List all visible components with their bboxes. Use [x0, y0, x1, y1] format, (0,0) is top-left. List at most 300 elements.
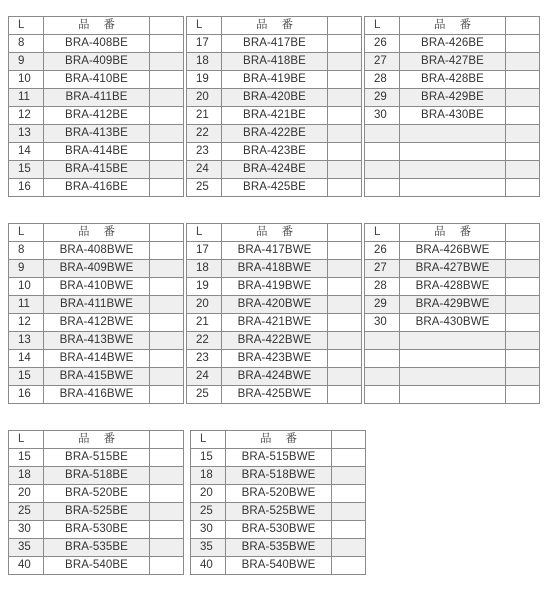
table-row [365, 314, 540, 332]
length-cell: 11 [9, 89, 44, 107]
table-row [9, 332, 184, 350]
part-number-cell: BRA-423BWE [222, 350, 328, 368]
header-extra [150, 224, 184, 242]
extra-cell [328, 71, 362, 89]
length-cell: 29 [365, 89, 400, 107]
extra-cell [506, 332, 540, 350]
table-row [365, 332, 540, 350]
part-number-cell: BRA-412BE [44, 107, 150, 125]
extra-cell [150, 242, 184, 260]
length-cell: 8 [9, 242, 44, 260]
length-cell: 13 [9, 125, 44, 143]
extra-cell [150, 260, 184, 278]
part-number-cell: BRA-424BWE [222, 368, 328, 386]
part-number-cell: BRA-412BWE [44, 314, 150, 332]
header-length: L [365, 17, 400, 35]
extra-cell [506, 242, 540, 260]
table-header-row [365, 17, 540, 35]
part-number-cell [400, 368, 506, 386]
table-row [9, 386, 184, 404]
extra-cell [506, 107, 540, 125]
length-cell: 8 [9, 35, 44, 53]
part-number-cell: BRA-530BE [44, 521, 150, 539]
table-row [187, 332, 362, 350]
extra-cell [150, 521, 184, 539]
length-cell: 27 [365, 260, 400, 278]
extra-cell [506, 368, 540, 386]
table-row [9, 89, 184, 107]
part-number-cell: BRA-408BE [44, 35, 150, 53]
part-number-cell: BRA-429BWE [400, 296, 506, 314]
part-number-cell: BRA-417BE [222, 35, 328, 53]
extra-cell [328, 125, 362, 143]
extra-cell [150, 107, 184, 125]
part-number-cell: BRA-525BE [44, 503, 150, 521]
length-cell [365, 125, 400, 143]
extra-cell [328, 332, 362, 350]
header-part-number: 品番 [44, 224, 150, 242]
table-header-row [187, 224, 362, 242]
length-cell: 21 [187, 107, 222, 125]
extra-cell [506, 161, 540, 179]
length-cell: 23 [187, 143, 222, 161]
length-cell: 25 [191, 503, 226, 521]
table-row [9, 314, 184, 332]
extra-cell [150, 386, 184, 404]
length-cell: 28 [365, 278, 400, 296]
part-number-cell: BRA-409BE [44, 53, 150, 71]
extra-cell [328, 314, 362, 332]
table-row [191, 557, 366, 575]
extra-cell [328, 242, 362, 260]
extra-cell [506, 314, 540, 332]
table-row [9, 539, 184, 557]
table-row [365, 242, 540, 260]
length-cell: 21 [187, 314, 222, 332]
extra-cell [150, 314, 184, 332]
part-table-3 [364, 16, 540, 197]
extra-cell [332, 557, 366, 575]
extra-cell [506, 386, 540, 404]
length-cell [365, 350, 400, 368]
table-row [9, 485, 184, 503]
length-cell: 18 [191, 467, 226, 485]
header-part-number: 品番 [44, 431, 150, 449]
extra-cell [150, 350, 184, 368]
extra-cell [332, 449, 366, 467]
length-cell: 19 [187, 71, 222, 89]
table-row [365, 386, 540, 404]
length-cell: 15 [191, 449, 226, 467]
table-row [187, 278, 362, 296]
table-row [9, 35, 184, 53]
length-cell [365, 179, 400, 197]
table-row [187, 71, 362, 89]
part-number-cell: BRA-415BWE [44, 368, 150, 386]
table-row [187, 350, 362, 368]
length-cell: 35 [9, 539, 44, 557]
part-number-cell: BRA-525BWE [226, 503, 332, 521]
length-cell: 20 [191, 485, 226, 503]
extra-cell [328, 161, 362, 179]
extra-cell [328, 260, 362, 278]
header-length: L [187, 17, 222, 35]
header-length: L [9, 431, 44, 449]
header-part-number: 品番 [400, 17, 506, 35]
length-cell: 30 [9, 521, 44, 539]
table-header-row [9, 431, 184, 449]
part-number-cell: BRA-420BWE [222, 296, 328, 314]
table-row [187, 296, 362, 314]
extra-cell [506, 53, 540, 71]
part-number-cell: BRA-425BE [222, 179, 328, 197]
table-row [365, 71, 540, 89]
extra-cell [150, 557, 184, 575]
length-cell: 29 [365, 296, 400, 314]
length-cell: 20 [9, 485, 44, 503]
table-row [9, 557, 184, 575]
table-row [9, 260, 184, 278]
part-table-6 [364, 223, 540, 404]
extra-cell [150, 35, 184, 53]
length-cell: 35 [191, 539, 226, 557]
extra-cell [150, 539, 184, 557]
table-row [365, 350, 540, 368]
length-cell: 12 [9, 314, 44, 332]
header-extra [150, 431, 184, 449]
length-cell: 11 [9, 296, 44, 314]
part-number-cell: BRA-422BE [222, 125, 328, 143]
part-number-cell: BRA-418BWE [222, 260, 328, 278]
part-number-cell: BRA-413BWE [44, 332, 150, 350]
header-extra [150, 17, 184, 35]
table-header-row [191, 431, 366, 449]
table-row [9, 161, 184, 179]
part-number-cell [400, 332, 506, 350]
table-row [9, 503, 184, 521]
extra-cell [332, 467, 366, 485]
extra-cell [150, 89, 184, 107]
extra-cell [506, 278, 540, 296]
part-table-7 [8, 430, 184, 575]
table-row [187, 35, 362, 53]
part-number-cell: BRA-413BE [44, 125, 150, 143]
length-cell: 27 [365, 53, 400, 71]
table-row [187, 386, 362, 404]
extra-cell [328, 296, 362, 314]
part-table-5 [186, 223, 362, 404]
extra-cell [506, 350, 540, 368]
part-number-cell: BRA-515BWE [226, 449, 332, 467]
header-part-number: 品番 [400, 224, 506, 242]
length-cell: 10 [9, 278, 44, 296]
part-number-cell: BRA-414BWE [44, 350, 150, 368]
table-row [9, 125, 184, 143]
length-cell: 24 [187, 161, 222, 179]
length-cell: 18 [9, 467, 44, 485]
table-row [191, 449, 366, 467]
part-number-cell: BRA-540BE [44, 557, 150, 575]
length-cell: 26 [365, 242, 400, 260]
part-number-cell: BRA-409BWE [44, 260, 150, 278]
length-cell: 17 [187, 35, 222, 53]
table-row [365, 296, 540, 314]
extra-cell [506, 143, 540, 161]
table-header-row [9, 224, 184, 242]
extra-cell [150, 125, 184, 143]
extra-cell [332, 485, 366, 503]
part-number-cell: BRA-414BE [44, 143, 150, 161]
table-row [9, 179, 184, 197]
part-table-2 [186, 16, 362, 197]
table-row [9, 368, 184, 386]
part-number-cell: BRA-429BE [400, 89, 506, 107]
table-row [9, 449, 184, 467]
extra-cell [150, 143, 184, 161]
extra-cell [150, 53, 184, 71]
part-table-1 [8, 16, 184, 197]
part-number-cell: BRA-408BWE [44, 242, 150, 260]
table-row [187, 125, 362, 143]
part-number-cell [400, 350, 506, 368]
length-cell: 25 [187, 179, 222, 197]
part-number-cell: BRA-420BE [222, 89, 328, 107]
table-row [365, 143, 540, 161]
length-cell: 40 [191, 557, 226, 575]
extra-cell [150, 278, 184, 296]
table-row [9, 296, 184, 314]
extra-cell [150, 161, 184, 179]
length-cell: 18 [187, 260, 222, 278]
length-cell: 16 [9, 386, 44, 404]
length-cell [365, 386, 400, 404]
header-length: L [365, 224, 400, 242]
length-cell: 40 [9, 557, 44, 575]
length-cell [365, 368, 400, 386]
length-cell: 22 [187, 332, 222, 350]
table-row [187, 179, 362, 197]
table-row [187, 89, 362, 107]
part-number-cell: BRA-426BWE [400, 242, 506, 260]
part-number-cell: BRA-419BE [222, 71, 328, 89]
extra-cell [150, 503, 184, 521]
extra-cell [506, 35, 540, 53]
length-cell: 28 [365, 71, 400, 89]
part-number-cell [400, 386, 506, 404]
extra-cell [332, 503, 366, 521]
table-row [191, 485, 366, 503]
extra-cell [328, 53, 362, 71]
part-number-cell: BRA-520BWE [226, 485, 332, 503]
header-extra [506, 224, 540, 242]
part-number-cell: BRA-424BE [222, 161, 328, 179]
length-cell: 25 [187, 386, 222, 404]
extra-cell [332, 539, 366, 557]
extra-cell [506, 296, 540, 314]
extra-cell [328, 143, 362, 161]
part-number-cell: BRA-422BWE [222, 332, 328, 350]
length-cell: 30 [365, 314, 400, 332]
table-row [9, 71, 184, 89]
extra-cell [150, 368, 184, 386]
header-extra [506, 17, 540, 35]
table-row [365, 278, 540, 296]
part-number-cell: BRA-518BWE [226, 467, 332, 485]
part-number-cell: BRA-421BWE [222, 314, 328, 332]
header-length: L [191, 431, 226, 449]
table-row [191, 521, 366, 539]
table-row [9, 53, 184, 71]
length-cell: 30 [191, 521, 226, 539]
header-part-number: 品番 [226, 431, 332, 449]
table-row [9, 143, 184, 161]
part-number-cell: BRA-411BE [44, 89, 150, 107]
extra-cell [150, 179, 184, 197]
table-row [191, 503, 366, 521]
part-number-cell: BRA-430BE [400, 107, 506, 125]
part-number-cell [400, 125, 506, 143]
table-row [365, 35, 540, 53]
length-cell: 15 [9, 161, 44, 179]
extra-cell [150, 296, 184, 314]
part-number-cell: BRA-428BWE [400, 278, 506, 296]
length-cell: 20 [187, 296, 222, 314]
table-row [9, 242, 184, 260]
length-cell [365, 143, 400, 161]
part-number-cell: BRA-410BWE [44, 278, 150, 296]
length-cell: 10 [9, 71, 44, 89]
extra-cell [150, 71, 184, 89]
part-number-cell: BRA-427BE [400, 53, 506, 71]
part-number-cell: BRA-416BWE [44, 386, 150, 404]
part-number-cell: BRA-418BE [222, 53, 328, 71]
length-cell: 18 [187, 53, 222, 71]
length-cell: 15 [9, 368, 44, 386]
length-cell: 19 [187, 278, 222, 296]
length-cell: 20 [187, 89, 222, 107]
table-row [9, 350, 184, 368]
table-row [187, 107, 362, 125]
header-extra [328, 224, 362, 242]
length-cell: 17 [187, 242, 222, 260]
part-number-cell: BRA-428BE [400, 71, 506, 89]
length-cell: 25 [9, 503, 44, 521]
table-row [365, 179, 540, 197]
table-row [187, 242, 362, 260]
part-number-cell: BRA-411BWE [44, 296, 150, 314]
length-cell: 23 [187, 350, 222, 368]
part-table-4 [8, 223, 184, 404]
extra-cell [506, 71, 540, 89]
extra-cell [328, 368, 362, 386]
length-cell: 16 [9, 179, 44, 197]
table-header-row [187, 17, 362, 35]
part-number-cell: BRA-423BE [222, 143, 328, 161]
extra-cell [150, 332, 184, 350]
part-number-cell: BRA-415BE [44, 161, 150, 179]
table-row [365, 161, 540, 179]
length-cell [365, 332, 400, 350]
length-cell [365, 161, 400, 179]
table-row [365, 260, 540, 278]
table-row [187, 143, 362, 161]
part-number-cell [400, 161, 506, 179]
part-number-cell: BRA-416BE [44, 179, 150, 197]
table-row [365, 53, 540, 71]
table-header-row [9, 17, 184, 35]
extra-cell [150, 449, 184, 467]
header-part-number: 品番 [222, 17, 328, 35]
table-row [9, 521, 184, 539]
extra-cell [506, 260, 540, 278]
table-row [365, 89, 540, 107]
table-row [9, 107, 184, 125]
table-row [191, 539, 366, 557]
table-row [187, 53, 362, 71]
part-table-8 [190, 430, 366, 575]
extra-cell [506, 125, 540, 143]
table-row [9, 467, 184, 485]
length-cell: 22 [187, 125, 222, 143]
part-number-cell: BRA-520BE [44, 485, 150, 503]
part-number-cell: BRA-419BWE [222, 278, 328, 296]
part-number-cell: BRA-535BWE [226, 539, 332, 557]
header-length: L [9, 17, 44, 35]
extra-cell [328, 179, 362, 197]
extra-cell [506, 179, 540, 197]
extra-cell [328, 35, 362, 53]
length-cell: 30 [365, 107, 400, 125]
table-row [191, 467, 366, 485]
part-number-cell: BRA-540BWE [226, 557, 332, 575]
part-number-cell: BRA-417BWE [222, 242, 328, 260]
table-row [187, 161, 362, 179]
extra-cell [328, 386, 362, 404]
length-cell: 12 [9, 107, 44, 125]
extra-cell [150, 467, 184, 485]
extra-cell [506, 89, 540, 107]
header-length: L [187, 224, 222, 242]
part-number-cell: BRA-425BWE [222, 386, 328, 404]
table-row [187, 260, 362, 278]
table-row [9, 278, 184, 296]
length-cell: 9 [9, 260, 44, 278]
table-row [187, 314, 362, 332]
length-cell: 9 [9, 53, 44, 71]
length-cell: 15 [9, 449, 44, 467]
table-row [365, 125, 540, 143]
length-cell: 14 [9, 143, 44, 161]
part-number-cell: BRA-430BWE [400, 314, 506, 332]
part-number-cell: BRA-426BE [400, 35, 506, 53]
table-row [187, 368, 362, 386]
part-number-cell: BRA-427BWE [400, 260, 506, 278]
extra-cell [150, 485, 184, 503]
length-cell: 14 [9, 350, 44, 368]
length-cell: 24 [187, 368, 222, 386]
header-length: L [9, 224, 44, 242]
part-number-cell: BRA-515BE [44, 449, 150, 467]
length-cell: 13 [9, 332, 44, 350]
header-extra [332, 431, 366, 449]
part-number-cell: BRA-535BE [44, 539, 150, 557]
part-number-cell [400, 179, 506, 197]
extra-cell [328, 107, 362, 125]
length-cell: 26 [365, 35, 400, 53]
extra-cell [328, 278, 362, 296]
header-extra [328, 17, 362, 35]
header-part-number: 品番 [222, 224, 328, 242]
